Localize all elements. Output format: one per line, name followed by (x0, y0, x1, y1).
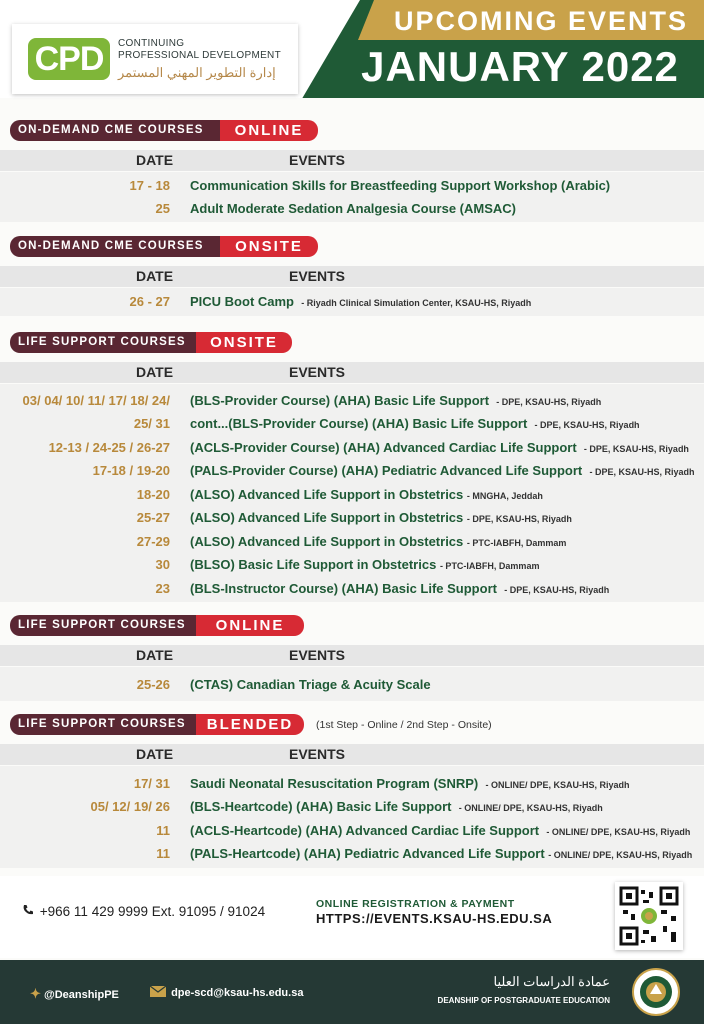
event-row (0, 507, 704, 529)
event-date: 17-18 / 19-20 (92, 463, 170, 478)
event-title (190, 437, 689, 460)
section-mode-badge: ONSITE (220, 236, 318, 257)
event-title (190, 390, 601, 413)
event-row (0, 198, 704, 220)
date-column-header: DATE (136, 364, 174, 380)
logo-text-line2: PROFESSIONAL DEVELOPMENT (118, 50, 281, 61)
event-date: 05/ 12/ 19/ 26 (90, 799, 170, 814)
logo-text-arabic: إدارة التطوير المهني المستمر (118, 65, 276, 80)
event-name: (ALSO) Advanced Life Support in Obstetrics (190, 534, 464, 549)
email-address: dpe-scd@ksau-hs.edu.sa (171, 986, 304, 999)
event-title (190, 796, 603, 819)
event-row (0, 674, 704, 696)
event-date: 25/ 31 (133, 416, 170, 431)
event-location: - MNGHA, Jeddah (466, 491, 543, 501)
events-column-header: EVENTS (289, 268, 346, 284)
event-location: - DPE, KSAU-HS, Riyadh (589, 467, 695, 477)
phone-icon (22, 904, 36, 919)
date-column-header: DATE (136, 268, 174, 284)
event-location: - PTC-IABFH, Dammam (439, 561, 540, 571)
event-location: - ONLINE/ DPE, KSAU-HS, Riyadh (548, 850, 693, 860)
event-title (190, 820, 690, 843)
deanship-name-english: DEANSHIP OF POSTGRADUATE EDUCATION (437, 996, 610, 1005)
event-row (0, 554, 704, 576)
event-row (0, 773, 704, 795)
logo-text-line1: CONTINUING (118, 38, 185, 49)
event-title (190, 175, 610, 197)
column-header-row (0, 362, 704, 383)
blended-note: (1st Step - Online / 2nd Step - Onsite) (316, 719, 492, 731)
twitter-icon: ✦ (30, 986, 41, 1001)
event-date: 11 (156, 846, 170, 861)
event-row (0, 291, 704, 313)
twitter-link[interactable] (30, 986, 119, 1002)
event-date: 23 (155, 581, 170, 596)
event-date: 30 (155, 557, 170, 572)
section-category: LIFE SUPPORT COURSES (10, 615, 196, 636)
event-date: 03/ 04/ 10/ 11/ 17/ 18/ 24/ (22, 393, 170, 408)
event-row (0, 843, 704, 865)
event-name: (BLSO) Basic Life Support in Obstetrics (190, 557, 437, 572)
event-date: 27-29 (136, 534, 170, 549)
event-name: (PALS-Provider Course) (AHA) Pediatric Advanced Life Support (190, 463, 583, 478)
event-title (190, 578, 609, 601)
date-column-header: DATE (136, 152, 174, 168)
event-location: - ONLINE/ DPE, KSAU-HS, Riyadh (546, 827, 691, 837)
university-seal-icon (632, 968, 680, 1016)
event-name: Saudi Neonatal Resuscitation Program (SNRP) (190, 776, 479, 791)
phone-contact[interactable] (22, 904, 265, 919)
events-column-header: EVENTS (289, 647, 346, 663)
column-header-row (0, 645, 704, 666)
twitter-handle: @DeanshipPE (43, 989, 119, 1001)
phone-number: +966 11 429 9999 Ext. 91095 / 91024 (39, 904, 266, 919)
section-category: ON-DEMAND CME COURSES (10, 120, 220, 141)
event-title (190, 291, 531, 314)
event-name: (BLS-Heartcode) (AHA) Basic Life Support (190, 799, 452, 814)
event-title (190, 484, 543, 507)
registration-label: ONLINE REGISTRATION & PAYMENT (316, 898, 515, 910)
registration-link[interactable]: HTTPS://EVENTS.KSAU-HS.EDU.SA (316, 911, 553, 926)
events-column-header: EVENTS (289, 152, 346, 168)
event-name: PICU Boot Camp (190, 294, 294, 309)
event-name: Communication Skills for Breastfeeding Support Workshop (Arabic) (190, 178, 611, 193)
event-name: cont...(BLS-Provider Course) (AHA) Basic Life Support (190, 416, 528, 431)
event-row (0, 820, 704, 842)
event-row (0, 390, 704, 412)
upcoming-events-title: UPCOMING EVENTS (393, 6, 689, 36)
event-location: - DPE, KSAU-HS, Riyadh (504, 585, 610, 595)
section-category: LIFE SUPPORT COURSES (10, 714, 196, 735)
event-date: 18-20 (136, 487, 170, 502)
email-link[interactable] (150, 986, 303, 1000)
event-name: (ACLS-Provider Course) (AHA) Advanced Cardiac Life Support (190, 440, 577, 455)
event-date: 12-13 / 24-25 / 26-27 (48, 440, 170, 455)
event-location: - DPE, KSAU-HS, Riyadh (466, 514, 572, 524)
deanship-name-arabic: عمادة الدراسات العليا (493, 974, 610, 989)
event-location: - Riyadh Clinical Simulation Center, KSAU-HS, Riyadh (301, 298, 532, 308)
event-row (0, 437, 704, 459)
section-mode-badge: ONLINE (220, 120, 318, 141)
event-row (0, 531, 704, 553)
event-location: - ONLINE/ DPE, KSAU-HS, Riyadh (458, 803, 603, 813)
event-title (190, 674, 431, 696)
column-header-row (0, 150, 704, 171)
event-row (0, 796, 704, 818)
event-location: - DPE, KSAU-HS, Riyadh (496, 397, 602, 407)
event-name: (ACLS-Heartcode) (AHA) Advanced Cardiac Life Support (190, 823, 540, 838)
event-title (190, 773, 629, 796)
column-header-row (0, 744, 704, 765)
event-name: (ALSO) Advanced Life Support in Obstetrics (190, 487, 464, 502)
section-mode-badge: ONLINE (196, 615, 304, 636)
event-date: 25 (155, 201, 170, 216)
event-row (0, 413, 704, 435)
event-title (190, 198, 516, 220)
event-row (0, 175, 704, 197)
event-date: 17 - 18 (129, 178, 170, 193)
event-name: (BLS-Instructor Course) (AHA) Basic Life Support (190, 581, 497, 596)
event-title (190, 413, 640, 436)
event-name: (CTAS) Canadian Triage & Acuity Scale (190, 677, 431, 692)
section-category: ON-DEMAND CME COURSES (10, 236, 220, 257)
event-title (190, 531, 566, 554)
event-date: 17/ 31 (133, 776, 170, 791)
event-title (190, 843, 692, 866)
event-date: 25-27 (136, 510, 170, 525)
event-date: 25-26 (136, 677, 170, 692)
event-row (0, 578, 704, 600)
event-location: - DPE, KSAU-HS, Riyadh (534, 420, 640, 430)
month-title: JANUARY 2022 (361, 43, 679, 90)
header-banner (0, 0, 704, 98)
event-name: (PALS-Heartcode) (AHA) Pediatric Advanced Life Support (190, 846, 545, 861)
event-name: (BLS-Provider Course) (AHA) Basic Life Support (190, 393, 490, 408)
cpd-logo-mark: CPD (28, 38, 110, 80)
event-location: - DPE, KSAU-HS, Riyadh (583, 444, 689, 454)
event-title (190, 507, 572, 530)
section-mode-badge: BLENDED (196, 714, 304, 735)
mail-icon (150, 986, 168, 1000)
date-column-header: DATE (136, 647, 174, 663)
event-name: Adult Moderate Sedation Analgesia Course (AMSAC) (190, 201, 516, 216)
date-column-header: DATE (136, 746, 174, 762)
event-title (190, 460, 694, 483)
section-mode-badge: ONSITE (196, 332, 292, 353)
event-name: (ALSO) Advanced Life Support in Obstetrics (190, 510, 464, 525)
event-location: - ONLINE/ DPE, KSAU-HS, Riyadh (485, 780, 630, 790)
events-column-header: EVENTS (289, 746, 346, 762)
event-row (0, 484, 704, 506)
event-date: 11 (156, 823, 170, 838)
event-row (0, 460, 704, 482)
section-category: LIFE SUPPORT COURSES (10, 332, 196, 353)
qr-code[interactable] (615, 882, 683, 950)
column-header-row (0, 266, 704, 287)
event-date: 26 - 27 (129, 294, 170, 309)
event-title (190, 554, 539, 577)
events-column-header: EVENTS (289, 364, 346, 380)
cpd-logo (12, 24, 298, 94)
event-location: - PTC-IABFH, Dammam (466, 538, 567, 548)
